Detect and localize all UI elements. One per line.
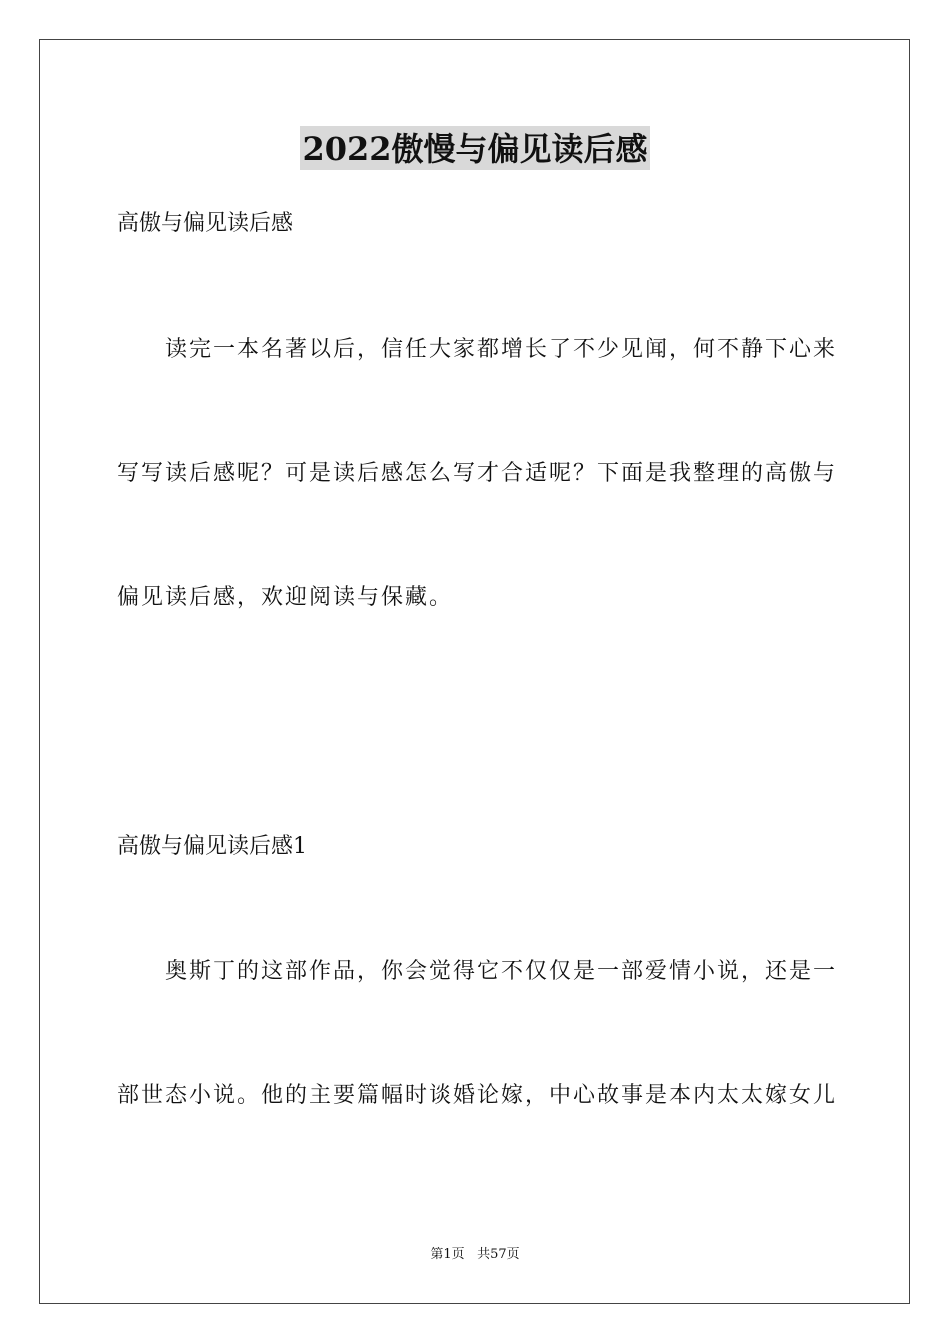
page-number: 第1页 bbox=[430, 1247, 465, 1262]
document-title: 2022傲慢与偏见读后感 bbox=[300, 126, 649, 170]
title-container bbox=[0, 126, 950, 170]
section-heading: 高傲与偏见读后感1 bbox=[117, 834, 307, 859]
body-line-2: 部世态小说。他的主要篇幅时谈婚论嫁，中心故事是本内太太嫁女儿 bbox=[117, 1083, 838, 1108]
intro-line-1: 读完一本名著以后，信任大家都增长了不少见闻，何不静下心来 bbox=[165, 337, 838, 362]
subtitle: 高傲与偏见读后感 bbox=[117, 211, 294, 236]
body-line-1: 奥斯丁的这部作品，你会觉得它不仅仅是一部爱情小说，还是一 bbox=[165, 959, 838, 984]
intro-line-3: 偏见读后感，欢迎阅读与保藏。 bbox=[117, 585, 454, 610]
page-total: 共57页 bbox=[477, 1247, 520, 1262]
page-footer bbox=[0, 1246, 950, 1264]
intro-line-2: 写写读后感呢？可是读后感怎么写才合适呢？下面是我整理的高傲与 bbox=[117, 461, 838, 486]
